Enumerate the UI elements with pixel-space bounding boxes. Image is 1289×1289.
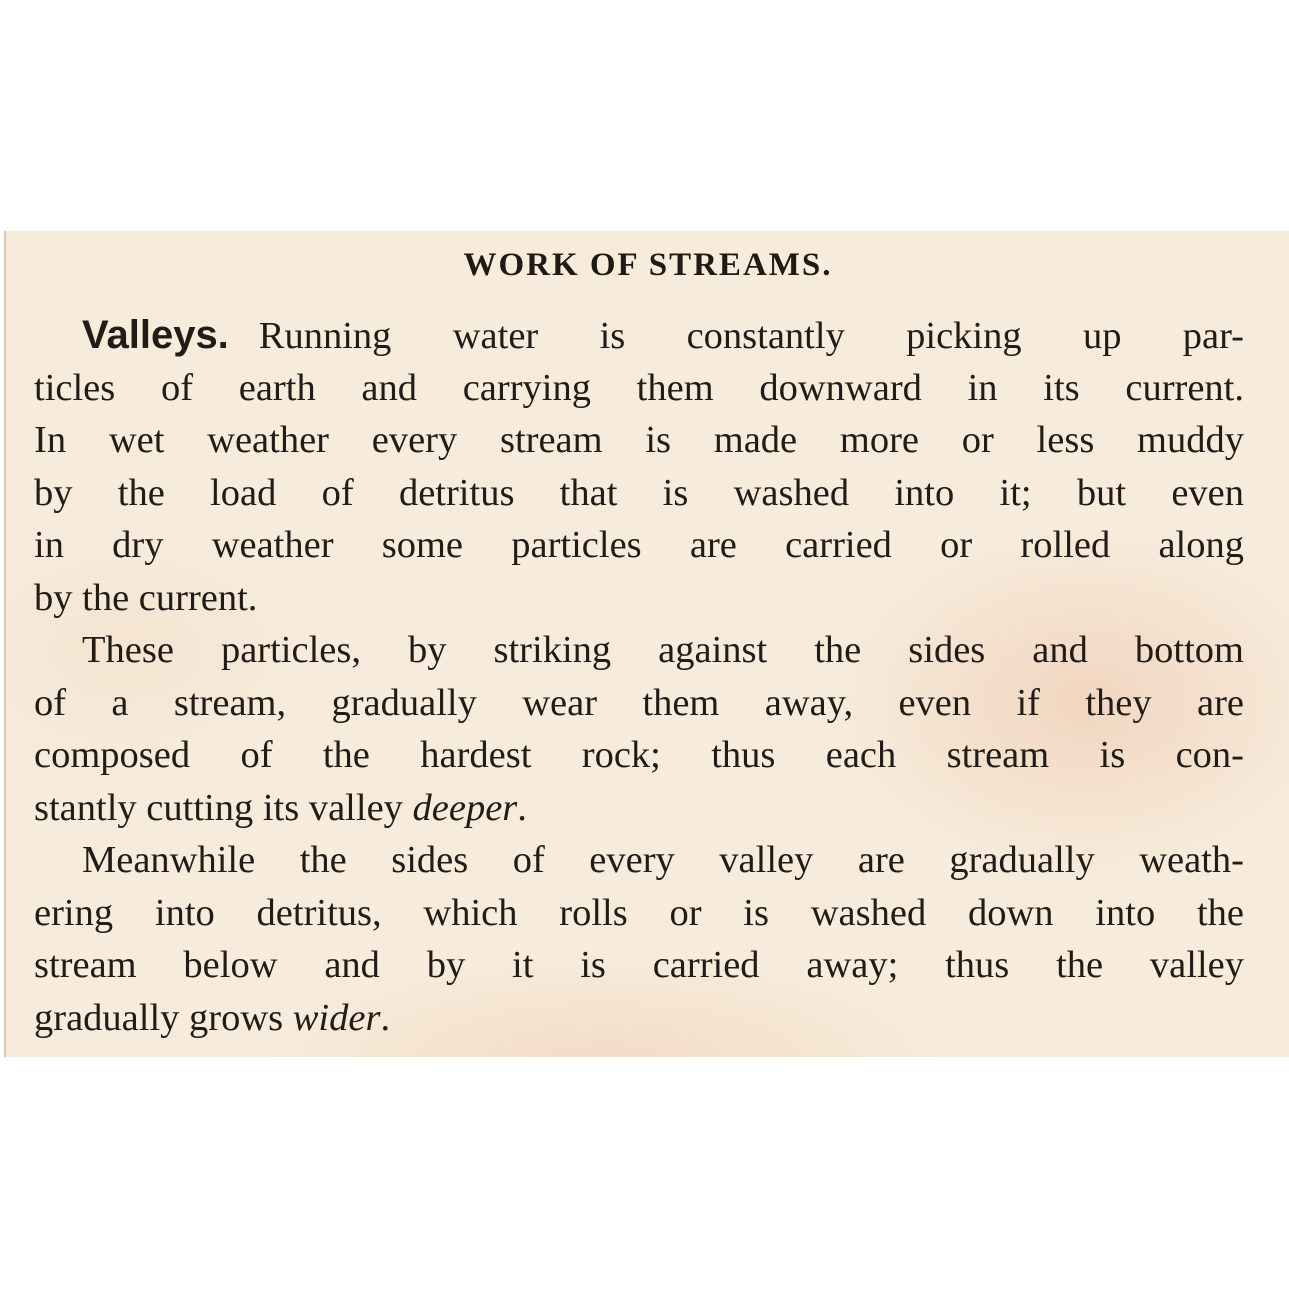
section-heading: WORK OF STREAMS. bbox=[463, 247, 833, 283]
cut-off-next-line bbox=[34, 1031, 1244, 1057]
line-text: gradually grows bbox=[34, 996, 293, 1039]
line-text: stantly cutting its valley bbox=[34, 786, 413, 829]
line-text: . bbox=[380, 996, 391, 1039]
text-line: of a stream, gradually wear them away, even if they are bbox=[34, 681, 1244, 724]
line-text: . bbox=[517, 786, 527, 829]
text-line: by the current. bbox=[34, 576, 258, 619]
text-line: ering into detritus, which rolls or is washed down into the bbox=[34, 891, 1244, 934]
paper-clipping bbox=[4, 231, 1289, 1057]
text-line: These particles, by striking against the sides and bottom bbox=[82, 629, 1244, 671]
lead-term: Valleys. bbox=[82, 313, 229, 357]
text-line: Meanwhile the sides of every valley are gradually weath- bbox=[82, 839, 1244, 881]
emphasis-deeper: deeper bbox=[412, 786, 518, 829]
text-line: ticles of earth and carrying them downward in its current. bbox=[34, 366, 1244, 409]
body-text bbox=[34, 309, 1244, 1044]
text-line bbox=[34, 309, 1244, 362]
text-line: composed of the hardest rock; thus each stream is con- bbox=[34, 734, 1244, 776]
text-line bbox=[34, 782, 1244, 835]
text-line: In wet weather every stream is made more or less muddy bbox=[34, 419, 1244, 461]
emphasis-wider: wider bbox=[292, 996, 381, 1039]
line-text: Running water is constantly picking up par- bbox=[258, 315, 1244, 357]
text-line: in dry weather some particles are carried or rolled along bbox=[34, 524, 1244, 566]
text-line: stream below and by it is carried away; thus the valley bbox=[34, 944, 1244, 986]
text-line: by the load of detritus that is washed into it; but even bbox=[34, 471, 1244, 514]
